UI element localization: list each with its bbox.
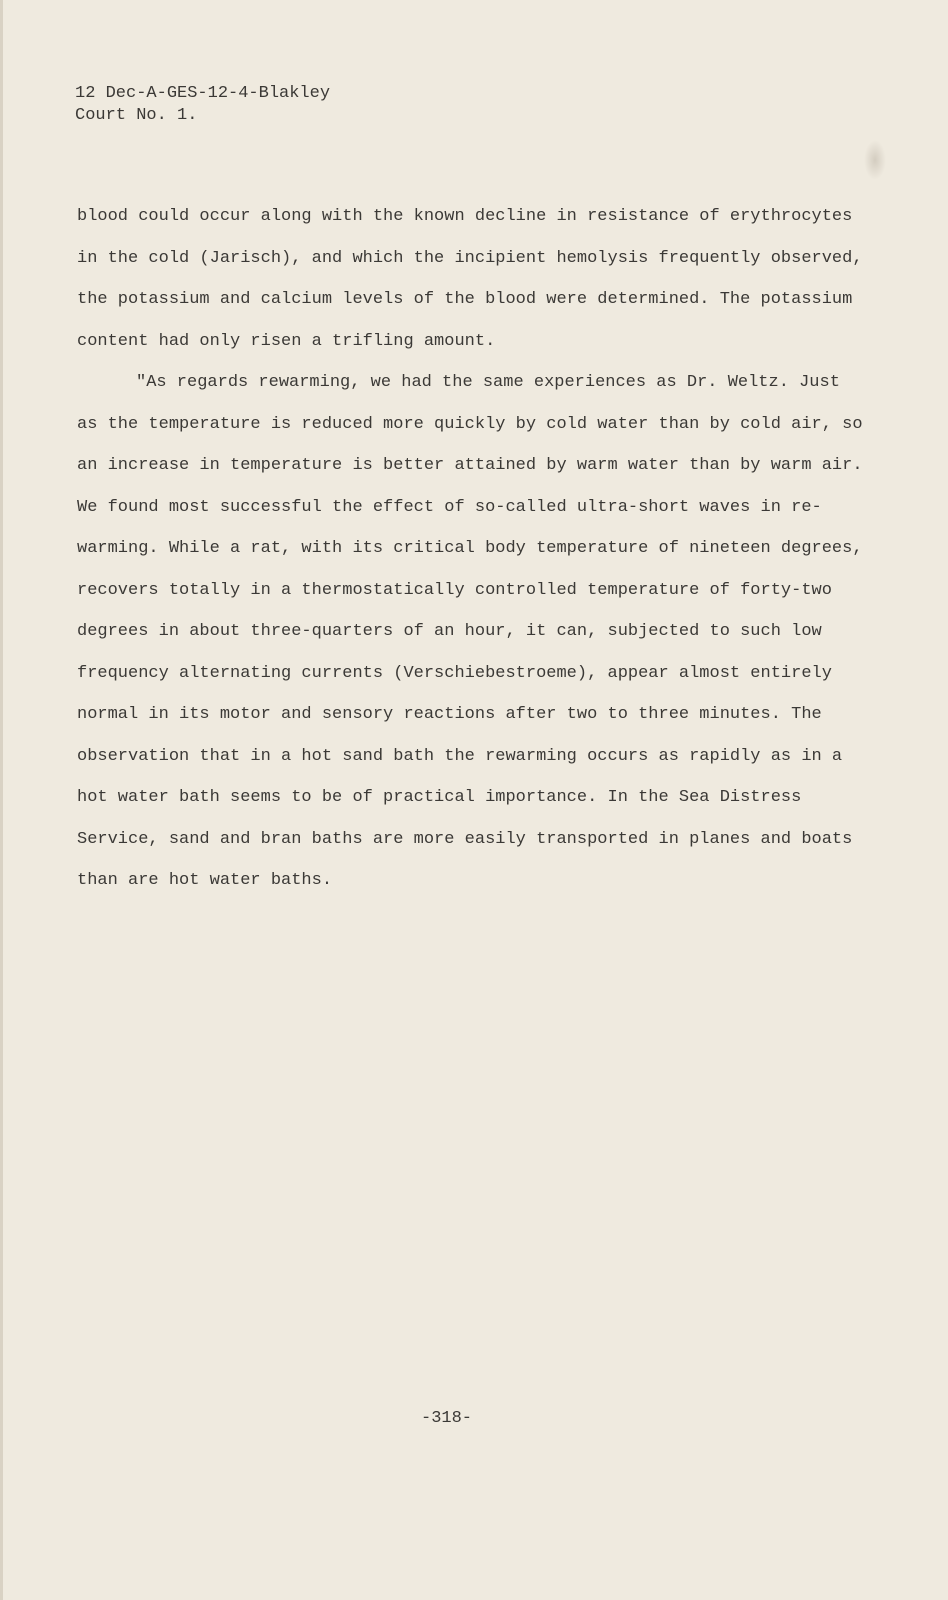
text-line: hot water bath seems to be of practical importance. In the Sea Distress xyxy=(77,788,802,807)
text-line: normal in its motor and sensory reactions after two to three minutes. The xyxy=(77,705,822,724)
text-line: "As regards rewarming, we had the same experiences as Dr. Weltz. Just xyxy=(136,373,840,392)
text-line: We found most successful the effect of so-called ultra-short waves in re- xyxy=(77,497,822,517)
text-line: as the temperature is reduced more quickly by cold water than by cold air, so xyxy=(77,414,863,434)
text-line: recovers totally in a thermostatically controlled temperature of forty-two xyxy=(77,580,832,600)
text-line: blood could occur along with the known decline in resistance of erythrocytes xyxy=(77,207,853,226)
text-line: warming. While a rat, with its critical body temperature of nineteen degrees, xyxy=(77,539,863,558)
document-reference: 12 Dec-A-GES-12-4-Blakley xyxy=(75,84,331,103)
text-line: degrees in about three-quarters of an hour, it can, subjected to such low xyxy=(77,622,822,641)
document-header xyxy=(75,83,330,127)
page-number: -318- xyxy=(421,1409,473,1428)
text-line: an increase in temperature is better attained by warm water than by warm air. xyxy=(77,456,863,475)
court-number: Court No. 1. xyxy=(75,106,198,125)
text-line: in the cold (Jarisch), and which the incipient hemolysis frequently observed, xyxy=(77,248,863,268)
text-line: than are hot water baths. xyxy=(77,871,333,890)
body-text xyxy=(77,196,877,902)
text-line: Service, sand and bran baths are more easily transported in planes and boats xyxy=(77,829,853,849)
text-line: content had only risen a trifling amount. xyxy=(77,331,496,351)
text-line: observation that in a hot sand bath the rewarming occurs as rapidly as in a xyxy=(77,746,843,766)
text-line: the potassium and calcium levels of the blood were determined. The potassium xyxy=(77,290,853,309)
paper-smudge xyxy=(864,140,886,180)
text-line: frequency alternating currents (Verschiebestroeme), appear almost entirely xyxy=(77,663,832,683)
page-edge xyxy=(0,0,3,1600)
